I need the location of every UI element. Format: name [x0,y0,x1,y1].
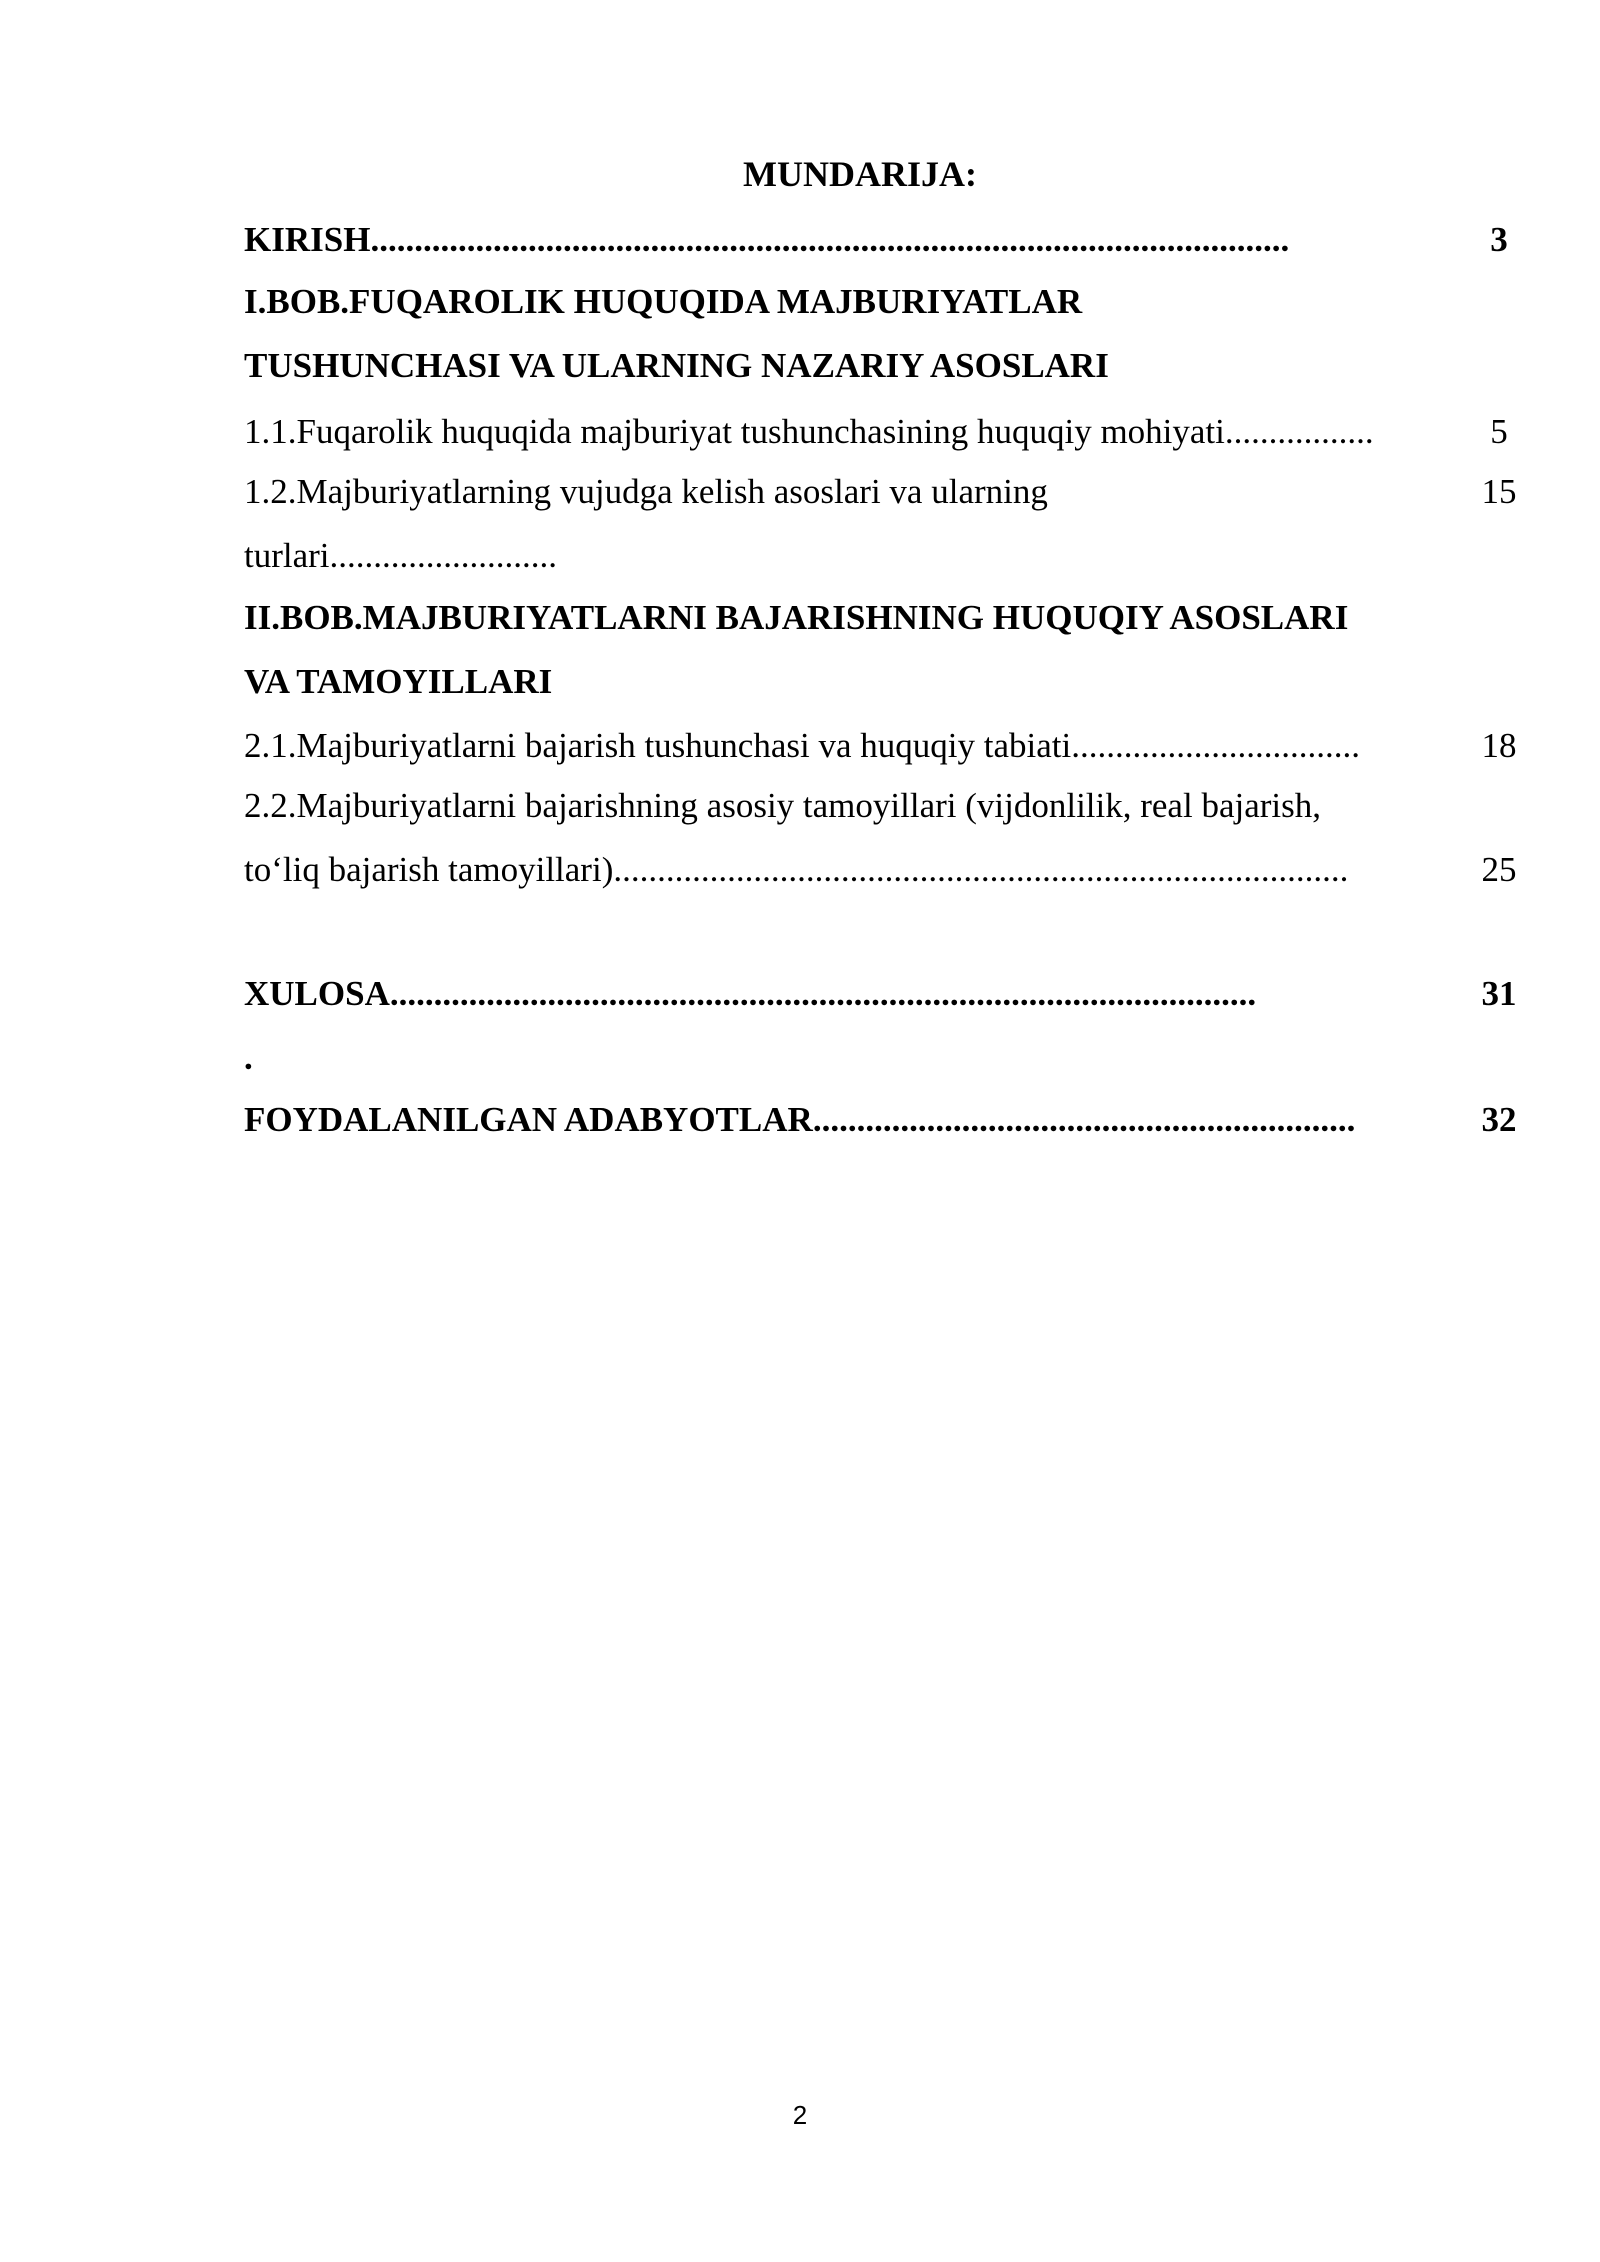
toc-leader-dots: .......................... [329,536,558,575]
toc-entry-label [244,724,1474,768]
toc-page-number: 31 [1481,974,1517,1013]
toc-entry-text: FOYDALANILGAN ADABYOTLAR [244,1100,813,1139]
toc-entry-label: 2.2.Majburiyatlarni bajarishning asosiy tamoyillari (vijdonlilik, real bajarish, [244,786,1321,825]
toc-entry-xulosa [244,972,1529,1016]
toc-page-number: 25 [1481,850,1517,889]
toc-chapter-2-line-2 [244,660,1529,704]
toc-entry-1-2-line-1 [244,470,1529,514]
toc-entry-adabiyotlar [244,1098,1529,1142]
toc-entry-label [244,1098,1474,1142]
toc-chapter-1-line-2 [244,344,1529,388]
toc-entry-label [244,534,1474,578]
toc-entry-label [244,218,1474,262]
toc-heading: MUNDARIJA: [743,154,977,194]
toc-page-number: 3 [1490,220,1508,259]
toc-leader-dots: .............................................................. [812,1100,1356,1139]
toc-page-number: 18 [1481,726,1517,765]
toc-entry-2-2-line-1 [244,784,1529,828]
toc-page-number: 15 [1481,472,1517,511]
toc-entry-label: TUSHUNCHASI VA ULARNING NAZARIY ASOSLARI [244,346,1109,385]
toc-entry-label [244,972,1474,1016]
toc-entry-1-2-line-2 [244,534,1529,578]
toc-entry-text: XULOSA [244,974,390,1013]
toc-chapter-1-line-1 [244,280,1529,324]
toc-entry-2-2-line-2 [244,848,1529,892]
toc-entry-text: KIRISH [244,220,371,259]
toc-page-number: 5 [1490,412,1508,451]
toc-leader-dots: ......................................................................................................... [370,220,1290,259]
page-number-footer: 2 [792,2100,808,2130]
toc-leader-dots: ................................. [1071,726,1360,765]
toc-leader-dots: ................................................................................................... [389,974,1257,1013]
toc-entry-text: 2.1.Majburiyatlarni bajarish tushunchasi va huquqiy tabiati [244,726,1072,765]
toc-entry-label: I.BOB.FUQAROLIK HUQUQIDA MAJBURIYATLAR [244,282,1083,321]
toc-stray-dot [244,1036,1529,1080]
toc-entry-label [244,848,1474,892]
toc-entry-2-1 [244,724,1529,768]
toc-entry-text: to‘liq bajarish tamoyillari) [244,850,614,889]
toc-entry-label: VA TAMOYILLARI [244,662,553,701]
toc-entry-1-1 [244,410,1529,454]
toc-leader-dots: .................................................................................... [613,850,1349,889]
toc-entry-text: 1.1.Fuqarolik huquqida majburiyat tushunchasining huquqiy mohiyati [244,412,1225,451]
toc-entry-kirish [244,218,1529,262]
toc-entry-label: . [244,1038,253,1077]
toc-entry-label [244,410,1474,454]
toc-entry-text: turlari [244,536,330,575]
toc-entry-label: 1.2.Majburiyatlarning vujudga kelish asoslari va ularning [244,472,1048,511]
toc-entry-label: II.BOB.MAJBURIYATLARNI BAJARISHNING HUQUQIY ASOSLARI [244,598,1349,637]
toc-chapter-2-line-1 [244,596,1529,640]
toc-page-number: 32 [1481,1100,1517,1139]
toc-leader-dots: ................. [1224,412,1374,451]
